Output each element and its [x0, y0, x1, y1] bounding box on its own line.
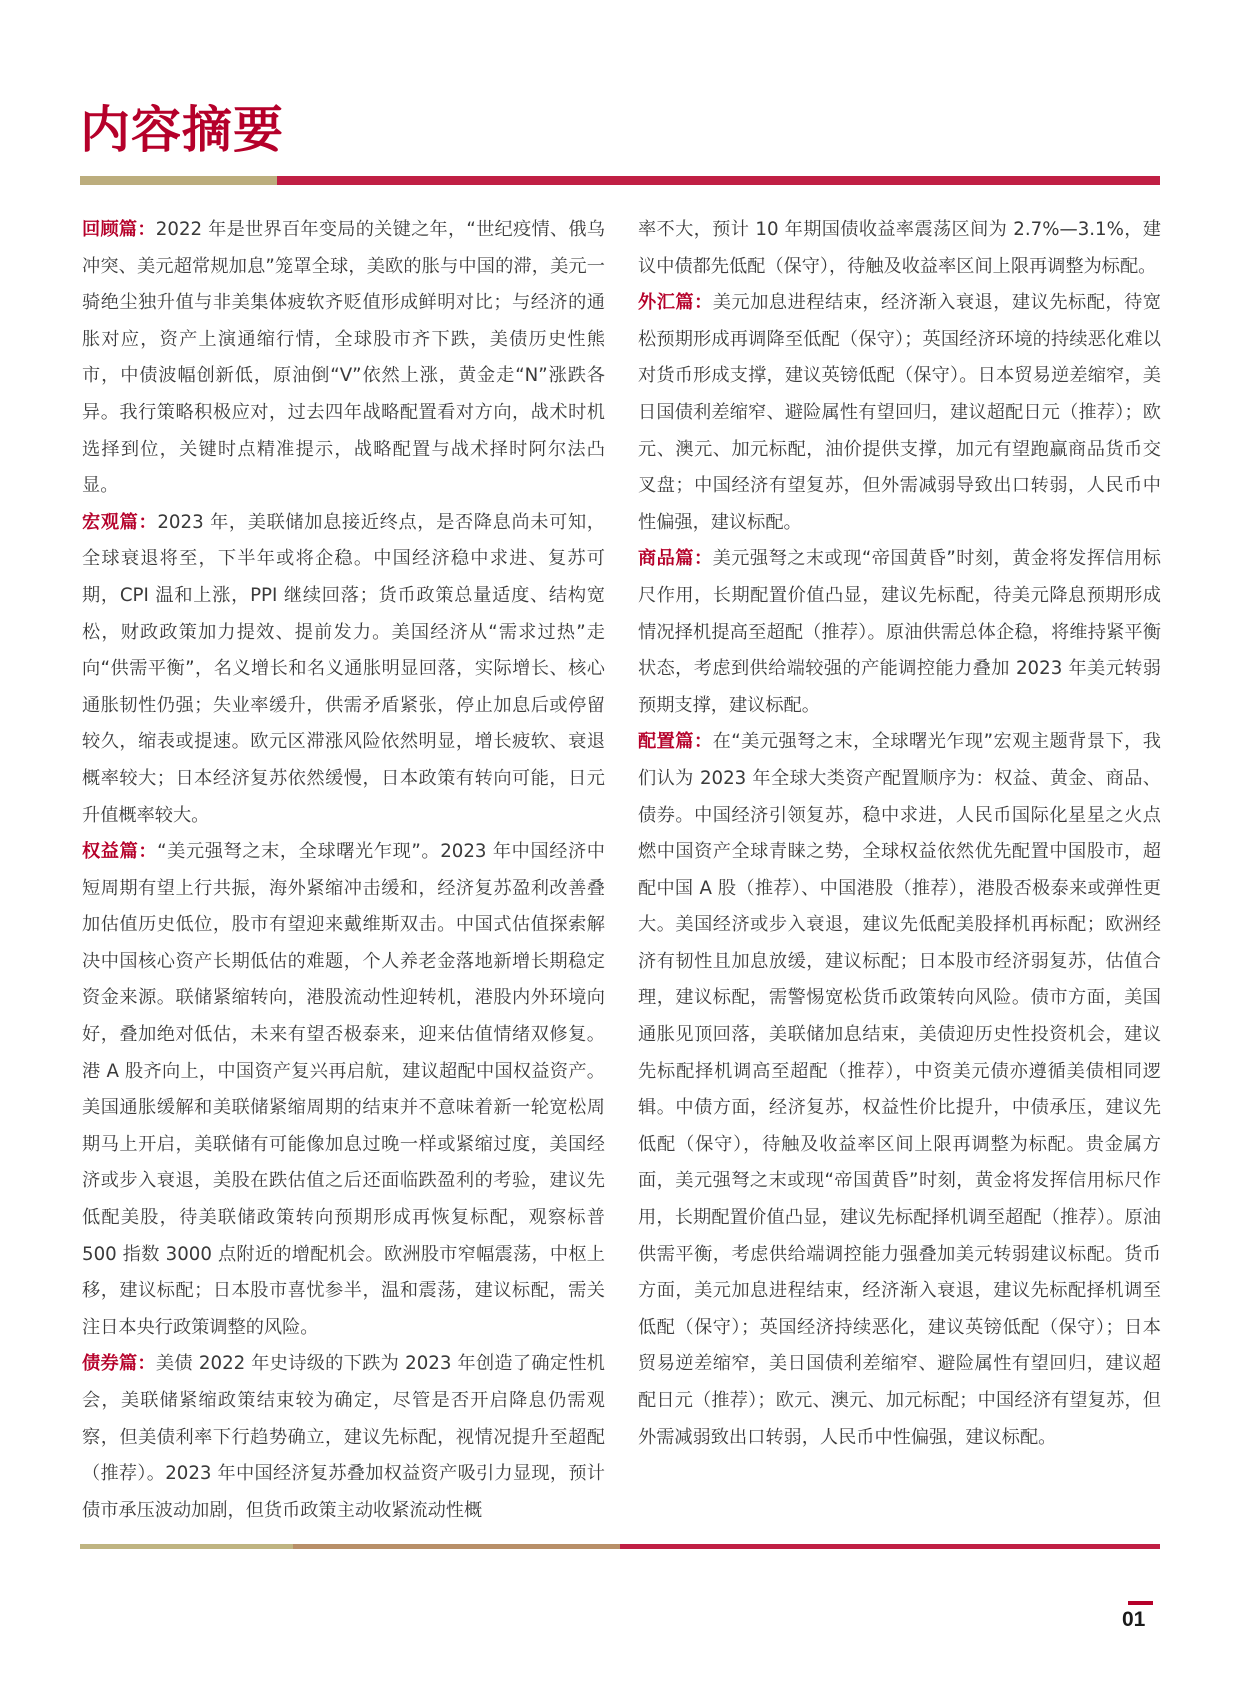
- section-fx: [638, 285, 1161, 541]
- section-macro: [82, 505, 605, 834]
- footer-divider-red-segment: [620, 1544, 1160, 1549]
- footer-divider-tan-segment: [293, 1544, 620, 1549]
- section-fx-heading: 外汇篇：: [638, 292, 713, 314]
- footer-divider-gold-segment: [80, 1544, 293, 1549]
- section-macro-heading: 宏观篇：: [82, 511, 158, 533]
- section-bond-text: 美债 2022 年史诗级的下跌为 2023 年创造了确定性机会，美联储紧缩政策结束较为确定，尽管是否开启降息仍需观察，但美债利率下行趋势确立，建议先标配，视情况提升至超配（推荐）。2023 年中国经济复苏叠加权益资产吸引力显现，预计债市承压波动加剧，但货币政策主动收紧流动性概: [82, 1353, 605, 1521]
- page-title: 内容摘要: [80, 101, 284, 159]
- section-equity-heading: 权益篇：: [82, 841, 158, 863]
- title-divider-gold-segment: [80, 176, 277, 185]
- section-commodity-text: 美元强弩之末或现“帝国黄昏”时刻，黄金将发挥信用标尺作用，长期配置价值凸显，建议先标配，待美元降息预期形成情况择机提高至超配（推荐）。原油供需总体企稳，将维持紧平衡状态，考虑到供给端较强的产能调控能力叠加 2023 年美元转弱预期支撑，建议标配。: [638, 548, 1161, 716]
- left-column: [82, 212, 605, 1529]
- section-bond-continued: [638, 212, 1161, 285]
- section-allocation: [638, 724, 1161, 1456]
- section-bond-heading: 债券篇：: [82, 1353, 156, 1375]
- page-number: 01: [1122, 1608, 1146, 1631]
- section-macro-text: 2023 年，美联储加息接近终点，是否降息尚未可知，全球衰退将至，下半年或将企稳。中国经济稳中求进、复苏可期，CPI 温和上涨，PPI 继续回落；货币政策总量适度、结构宽松，财政政策加力提效、提前发力。美国经济从“需求过热”走向“供需平衡”，名义增长和名义通胀明显回落，实际增长、核心通胀韧性仍强；失业率缓升，供需矛盾紧张，停止加息后或停留较久，缩表或提速。欧元区滞涨风险依然明显，增长疲软、衰退概率较大；日本经济复苏依然缓慢，日本政策有转向可能，日元升值概率较大。: [82, 511, 605, 826]
- section-review-heading: 回顾篇：: [82, 219, 156, 240]
- section-commodity: [638, 541, 1161, 724]
- page-number-marker: [1128, 1601, 1153, 1605]
- section-equity: [82, 834, 605, 1346]
- section-equity-text: “美元强弩之末，全球曙光乍现”。2023 年中国经济中短周期有望上行共振，海外紧缩冲击缓和，经济复苏盈利改善叠加估值历史低位，股市有望迎来戴维斯双击。中国式估值探索解决中国核心资产长期低估的难题，个人养老金落地新增长期稳定资金来源。联储紧缩转向，港股流动性迎转机，港股内外环境向好，叠加绝对低估，未来有望否极泰来，迎来估值情绪双修复。港 A 股齐向上，中国资产复兴再启航，建议超配中国权益资产。美国通胀缓解和美联储紧缩周期的结束并不意味着新一轮宽松周期马上开启，美联储有可能像加息过晚一样或紧缩过度，美国经济或步入衰退，美股在跌估值之后还面临跌盈利的考验，建议先低配美股，待美联储政策转向预期形成再恢复标配，观察标普 500 指数 3000 点附近的增配机会。欧洲股市窄幅震荡，中枢上移，建议标配；日本股市喜忧参半，温和震荡，建议标配，需关注日本央行政策调整的风险。: [82, 841, 605, 1338]
- section-allocation-heading: 配置篇：: [638, 731, 713, 753]
- section-review: [82, 212, 605, 505]
- section-bond: [82, 1346, 605, 1529]
- section-review-text: 2022 年是世界百年变局的关键之年，“世纪疫情、俄乌冲突、美元超常规加息”笼罩全球，美欧的胀与中国的滞，美元一骑绝尘独升值与非美集体疲软齐贬值形成鲜明对比；与经济的通胀对应，资产上演通缩行情，全球股市齐下跌，美债历史性熊市，中债波幅创新低，原油倒“V”依然上涨，黄金走“N”涨跌各异。我行策略积极应对，过去四年战略配置看对方向，战术时机选择到位，关键时点精准提示，战略配置与战术择时阿尔法凸显。: [82, 219, 605, 497]
- right-column: [638, 212, 1161, 1456]
- section-bond-continued-text: 率不大，预计 10 年期国债收益率震荡区间为 2.7%—3.1%，建议中债都先低配（保守），待触及收益率区间上限再调整为标配。: [638, 219, 1161, 277]
- section-commodity-heading: 商品篇：: [638, 548, 713, 570]
- section-allocation-text: 在“美元强弩之末，全球曙光乍现”宏观主题背景下，我们认为 2023 年全球大类资产配置顺序为：权益、黄金、商品、债券。中国经济引领复苏，稳中求进，人民币国际化星星之火点燃中国资产全球青睐之势，全球权益依然优先配置中国股市，超配中国 A 股（推荐）、中国港股（推荐），港股否极泰来或弹性更大。美国经济或步入衰退，建议先低配美股择机再标配；欧洲经济有韧性且加息放缓，建议标配；日本股市经济弱复苏，估值合理，建议标配，需警惕宽松货币政策转向风险。债市方面，美国通胀见顶回落，美联储加息结束，美债迎历史性投资机会，建议先标配择机调高至超配（推荐），中资美元债亦遵循美债相同逻辑。中债方面，经济复苏，权益性价比提升，中债承压，建议先低配（保守），待触及收益率区间上限再调整为标配。贵金属方面，美元强弩之末或现“帝国黄昏”时刻，黄金将发挥信用标尺作用，长期配置价值凸显，建议先标配择机调至超配（推荐）。原油供需平衡，考虑供给端调控能力强叠加美元转弱建议标配。货币方面，美元加息进程结束，经济渐入衰退，建议先标配择机调至低配（保守）；英国经济持续恶化，建议英镑低配（保守）；日本贸易逆差缩窄，美日国债利差缩窄、避险属性有望回归，建议超配日元（推荐）；欧元、澳元、加元标配；中国经济有望复苏，但外需减弱致出口转弱，人民币中性偏强，建议标配。: [638, 731, 1161, 1448]
- section-fx-text: 美元加息进程结束，经济渐入衰退，建议先标配，待宽松预期形成再调降至低配（保守）；英国经济环境的持续恶化难以对货币形成支撑，建议英镑低配（保守）。日本贸易逆差缩窄，美日国债利差缩窄、避险属性有望回归，建议超配日元（推荐）；欧元、澳元、加元标配，油价提供支撑，加元有望跑赢商品货币交叉盘；中国经济有望复苏，但外需减弱导致出口转弱，人民币中性偏强，建议标配。: [638, 292, 1161, 533]
- footer-divider: [80, 1544, 1160, 1549]
- title-divider-red-segment: [277, 176, 1160, 185]
- title-divider: [80, 176, 1160, 185]
